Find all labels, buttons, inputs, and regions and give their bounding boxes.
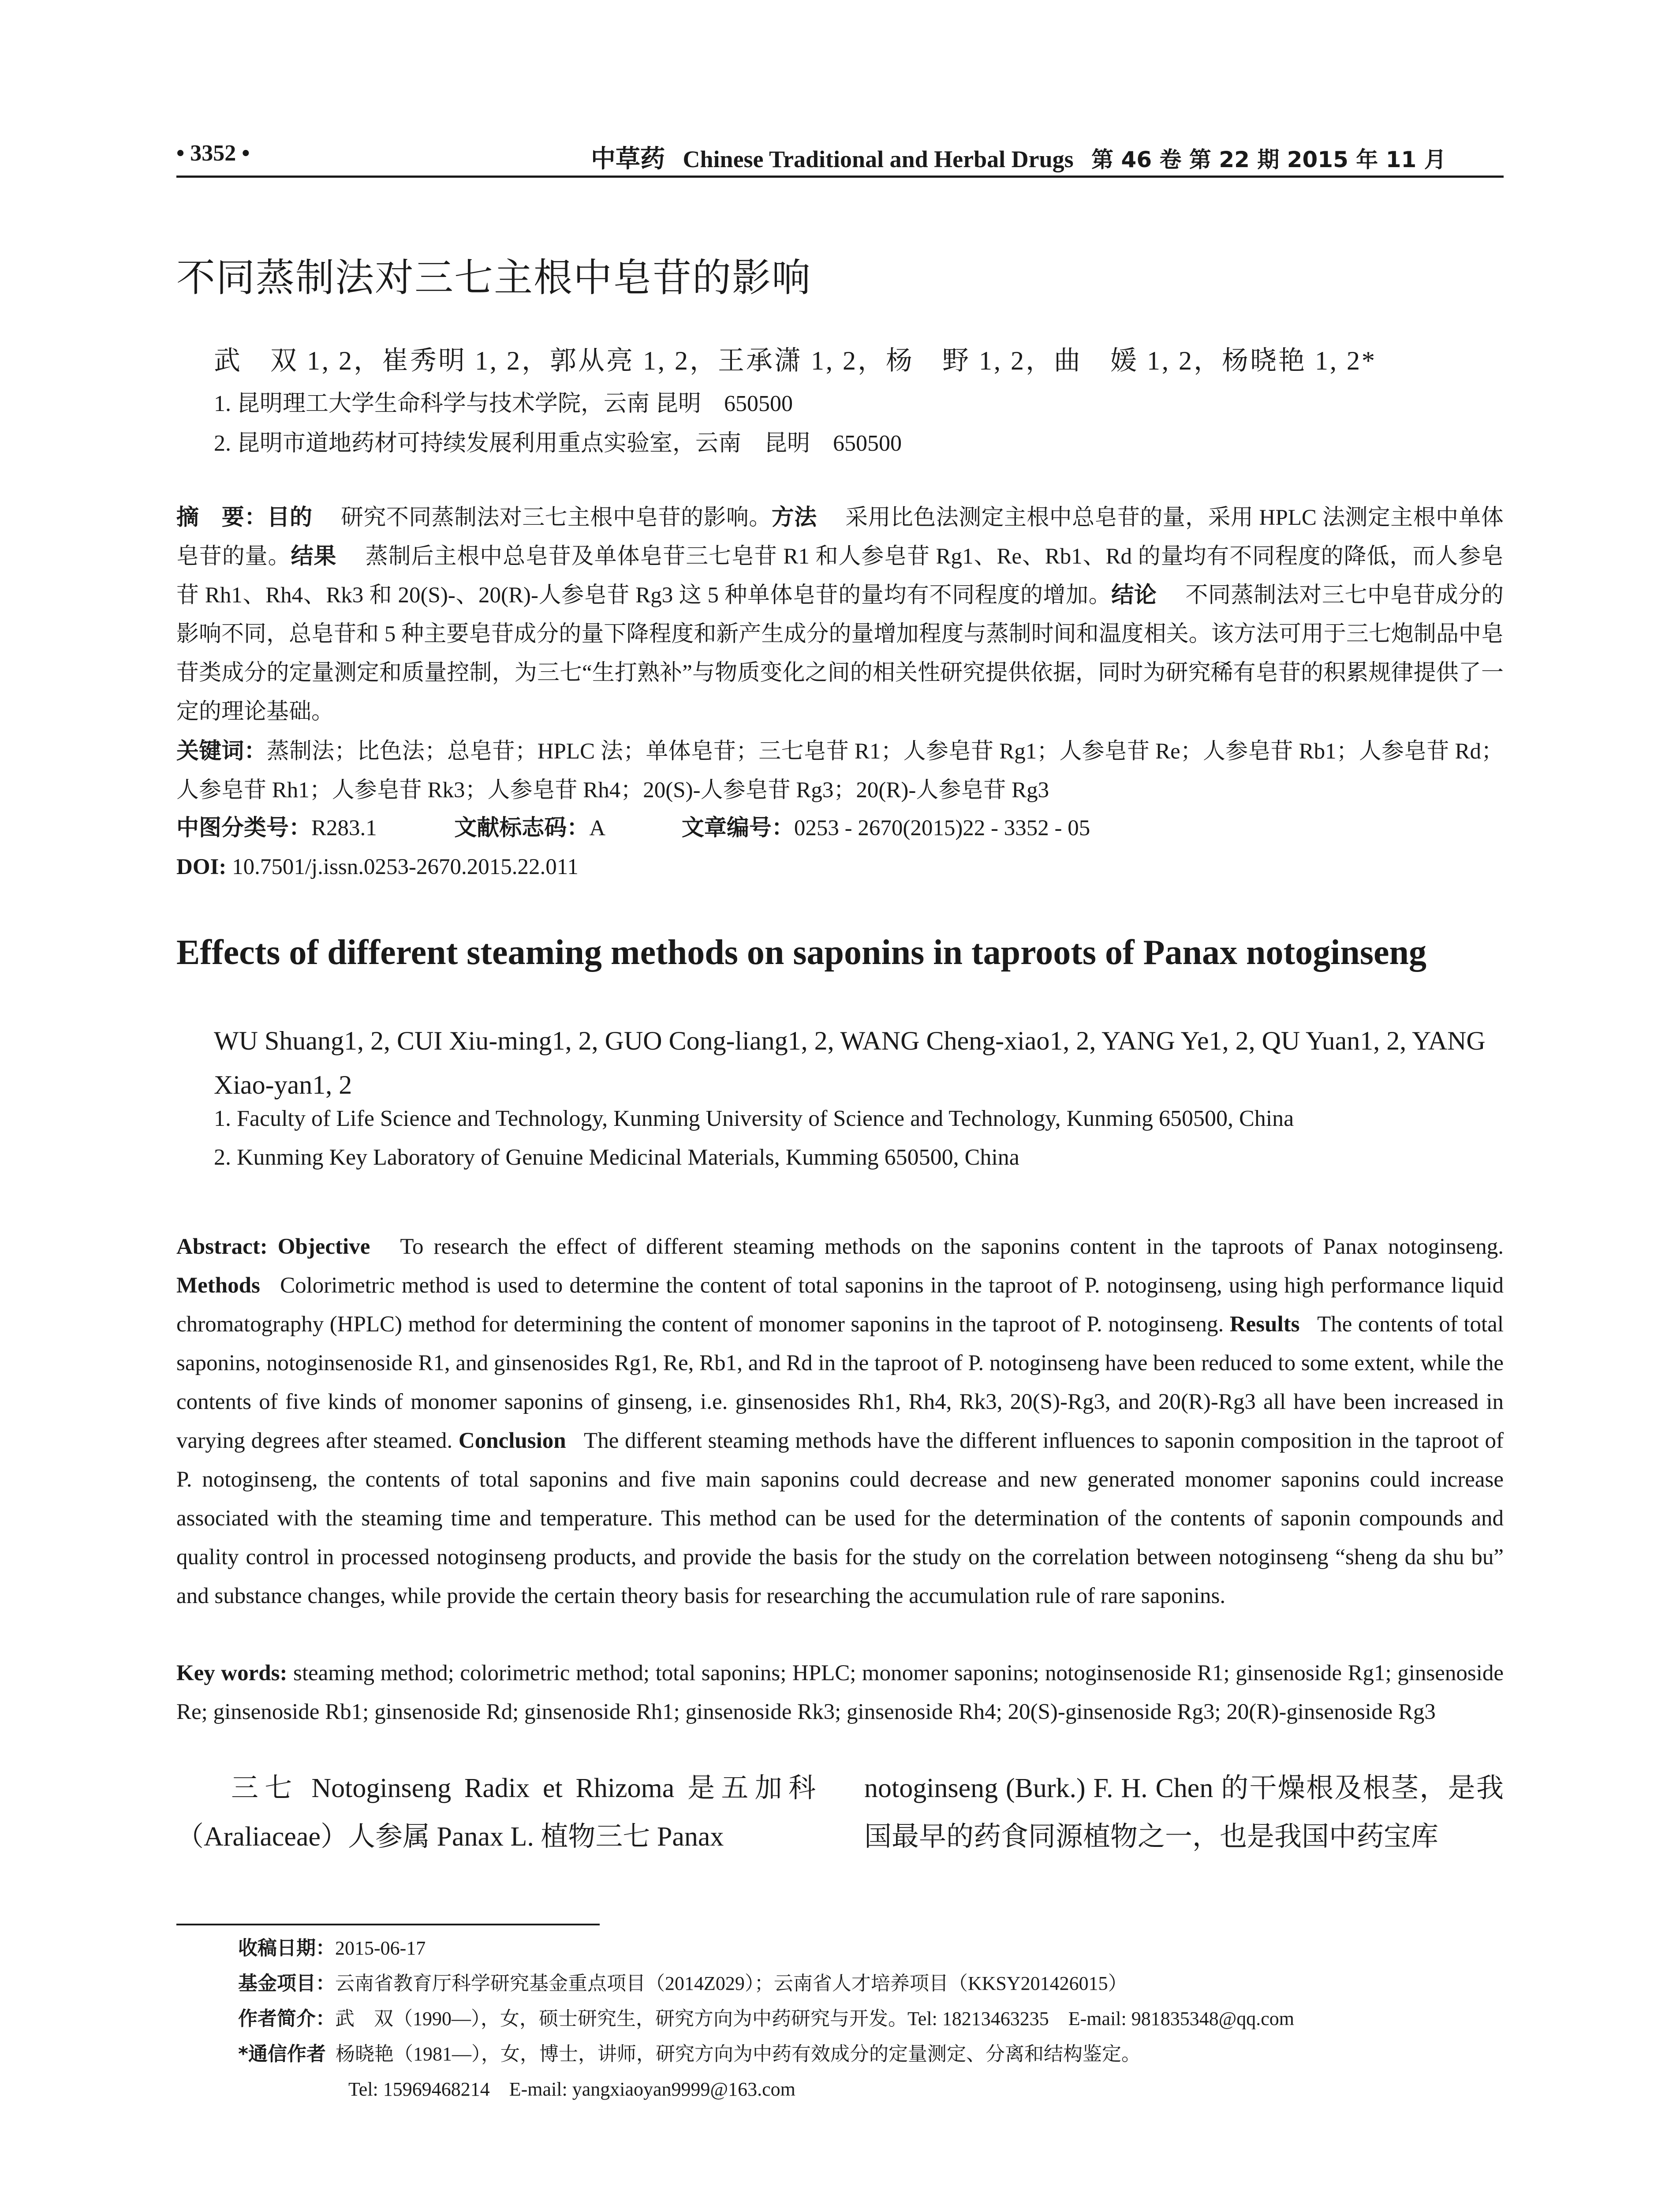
author-bio-label: 作者简介： — [238, 2007, 335, 2030]
clc-value: R283.1 — [311, 816, 377, 841]
doc-code-label: 文献标志码： — [454, 815, 590, 841]
conclusion-en: The different steaming methods have the different influences to saponin composition in the taproot of P. notoginseng, the contents of total saponins and five main saponins could decrease and new generated monomer saponins could increase associated with the steaming time and temperature. This method can be used for the determination of the contents of saponin compounds and quality control in processed notoginseng products, and provide the basis for the study on the correlation between notoginseng “sheng da shu bu” and substance changes, while provide the certain theory basis for researching the accumulation rule of rare saponins. — [176, 1428, 1504, 1608]
article-no-label: 文章编号： — [681, 815, 794, 841]
conclusion-cn: 不同蒸制法对三七中皂苷成分的影响不同，总皂苷和 5 种主要皂苷成分的量下降程度和新产生成分的量增加程度与蒸制时间和温度相关。该方法可用于三七炮制品中皂苷类成分的定量测定和质量控制，为三七“生打熟补”与物质变化之间的相关性研究提供依据，同时为研究稀有皂苷的积累规律提供了一定的理论基础。 — [176, 583, 1504, 724]
affiliation-en-1: 1. Faculty of Life Science and Technology, Kunming University of Science and Technology, Kunming 650500, China — [214, 1106, 1294, 1131]
journal-name-en: Chinese Traditional and Herbal Drugs — [683, 146, 1074, 172]
header-rule — [176, 176, 1504, 178]
author-bio: 武 双（1990—），女，硕士研究生，研究方向为中药研究与开发。Tel: 18213463235 E-mail: 981835348@qq.com — [335, 2008, 1295, 2029]
authors-en: WU Shuang1, 2, CUI Xiu-ming1, 2, GUO Cong-liang1, 2, WANG Cheng-xiao1, 2, YANG Ye1, 2, QU Yuan1, 2, YANG Xiao-yan1, 2 — [214, 1026, 1486, 1099]
footnotes — [238, 1931, 1508, 2107]
keywords-cn — [176, 732, 1504, 810]
fund-text: 云南省教育厅科学研究基金重点项目（2014Z029）；云南省人才培养项目（KKSY201426015） — [335, 1973, 1127, 1994]
corresponding-label: *通信作者 — [238, 2043, 326, 2065]
conclusion-en-label: Conclusion — [458, 1428, 566, 1453]
footnote-rule — [176, 1924, 600, 1925]
doi-line — [176, 848, 579, 886]
title-cn: 不同蒸制法对三七主根中皂苷的影响 — [176, 255, 812, 300]
methods-cn: 采用比色法测定主根中总皂苷的量，采用 HPLC 法测定主根中单体皂苷的量。 — [176, 505, 1504, 569]
abstract-en-label: Abstract: Objective — [176, 1234, 370, 1259]
objective-cn: 研究不同蒸制法对三七主根中皂苷的影响。 — [341, 505, 772, 530]
objective-en: To research the effect of different steaming methods on the saponins content in the taproots of Panax notoginseng. — [400, 1234, 1504, 1259]
footnote-received — [238, 1931, 1508, 1966]
journal-name-cn: 中草药 — [591, 145, 665, 173]
journal-line — [591, 139, 1446, 175]
title-en: Effects of different steaming methods on saponins in taproots of Panax notoginseng — [176, 933, 1426, 972]
results-cn-label: 结果 — [291, 543, 337, 569]
keywords-cn-text: 蒸制法；比色法；总皂苷；HPLC 法；单体皂苷；三七皂苷 R1；人参皂苷 Rg1；人参皂苷 Re；人参皂苷 Rb1；人参皂苷 Rd；人参皂苷 Rh1；人参皂苷 Rk3；人参皂苷 Rh4；20(S)-人参皂苷 Rg3；20(R)-人参皂苷 Rg3 — [176, 739, 1504, 803]
article-no-value: 0253 - 2670(2015)22 - 3352 - 05 — [794, 816, 1090, 841]
keywords-en-text: steaming method; colorimetric method; total saponins; HPLC; monomer saponins; notoginsenoside R1; ginsenoside Rg1; ginsenoside Re; ginsenoside Rb1; ginsenoside Rd; ginsenoside Rh1; ginsenoside Rk3; ginsenoside Rh4; 20(S)-ginsenoside Rg3; 20(R)-ginsenoside Rg3 — [176, 1661, 1504, 1724]
doi-label: DOI: — [176, 855, 227, 879]
doi-value: 10.7501/j.issn.0253-2670.2015.22.011 — [232, 855, 579, 879]
results-cn: 蒸制后主根中总皂苷及单体皂苷三七皂苷 R1 和人参皂苷 Rg1、Re、Rb1、Rd 的量均有不同程度的降低，而人参皂苷 Rh1、Rh4、Rk3 和 20(S)-、20(R)-人参皂苷 Rg3 这 5 种单体皂苷的量均有不同程度的增加。 — [176, 544, 1504, 608]
footnote-author — [238, 2001, 1508, 2037]
conclusion-cn-label: 结论 — [1111, 582, 1157, 608]
page-number: • 3352 • — [176, 141, 250, 166]
affiliation-cn-2: 2. 昆明市道地药材可持续发展利用重点实验室，云南 昆明 650500 — [214, 431, 902, 456]
fund-label: 基金项目： — [238, 1972, 335, 1995]
objective-cn-label: 目的 — [267, 505, 313, 531]
keywords-en — [176, 1654, 1504, 1731]
affiliation-cn-1: 1. 昆明理工大学生命科学与技术学院，云南 昆明 650500 — [214, 391, 793, 416]
footnote-corresponding — [238, 2037, 1508, 2072]
authors-cn: 武 双 1, 2，崔秀明 1, 2，郭从亮 1, 2，王承潇 1, 2，杨 野 1, 2，曲 媛 1, 2，杨晓艳 1, 2* — [214, 346, 1377, 375]
methods-cn-label: 方法 — [771, 505, 817, 531]
abstract-cn-label: 摘 要： — [176, 505, 267, 531]
affiliation-en-2: 2. Kunming Key Laboratory of Genuine Medicinal Materials, Kumming 650500, China — [214, 1145, 1019, 1170]
issue-info: 第 46 卷 第 22 期 2015 年 11 月 — [1091, 147, 1446, 172]
received-label: 收稿日期： — [238, 1937, 335, 1959]
results-en: The contents of total saponins, notoginsenoside R1, and ginsenosides Rg1, Re, Rb1, and Rd in the taproot of P. notoginseng have been reduced to some extent, while the contents of five kinds of monomer saponins of ginseng, i.e. ginsenosides Rh1, Rh4, Rk3, 20(S)-Rg3, and 20(R)-Rg3 all have been increased in varying degrees after steamed. — [176, 1312, 1504, 1453]
footnote-corresponding-contact: Tel: 15969468214 E-mail: yangxiaoyan9999@163.com — [348, 2078, 795, 2100]
received-date: 2015-06-17 — [335, 1937, 426, 1959]
methods-en-label: Methods — [176, 1273, 260, 1298]
methods-en: Colorimetric method is used to determine the content of total saponins in the taproot of P. notoginseng, using high performance liquid chromatography (HPLC) method for determining the content of monomer saponins in the taproot of P. notoginseng. — [176, 1273, 1504, 1337]
corresponding-bio: 杨晓艳（1981—），女，博士，讲师，研究方向为中药有效成分的定量测定、分离和结构鉴定。 — [336, 2043, 1141, 2065]
classification-line — [176, 809, 1090, 848]
body-column-right: notoginseng (Burk.) F. H. Chen 的干燥根及根茎，是我国最早的药食同源植物之一，也是我国中药宝库 — [864, 1773, 1504, 1852]
keywords-cn-label: 关键词： — [176, 738, 267, 764]
clc-label: 中图分类号： — [176, 815, 312, 841]
running-header — [176, 138, 1504, 173]
abstract-en — [176, 1227, 1504, 1615]
doc-code-value: A — [589, 816, 605, 841]
footnote-fund — [238, 1966, 1508, 2001]
results-en-label: Results — [1229, 1312, 1300, 1337]
body-column-left: 三七 Notoginseng Radix et Rhizoma 是五加科（Araliaceae）人参属 Panax L. 植物三七 Panax — [176, 1773, 816, 1852]
abstract-cn — [176, 498, 1504, 731]
keywords-en-label: Key words: — [176, 1661, 287, 1686]
